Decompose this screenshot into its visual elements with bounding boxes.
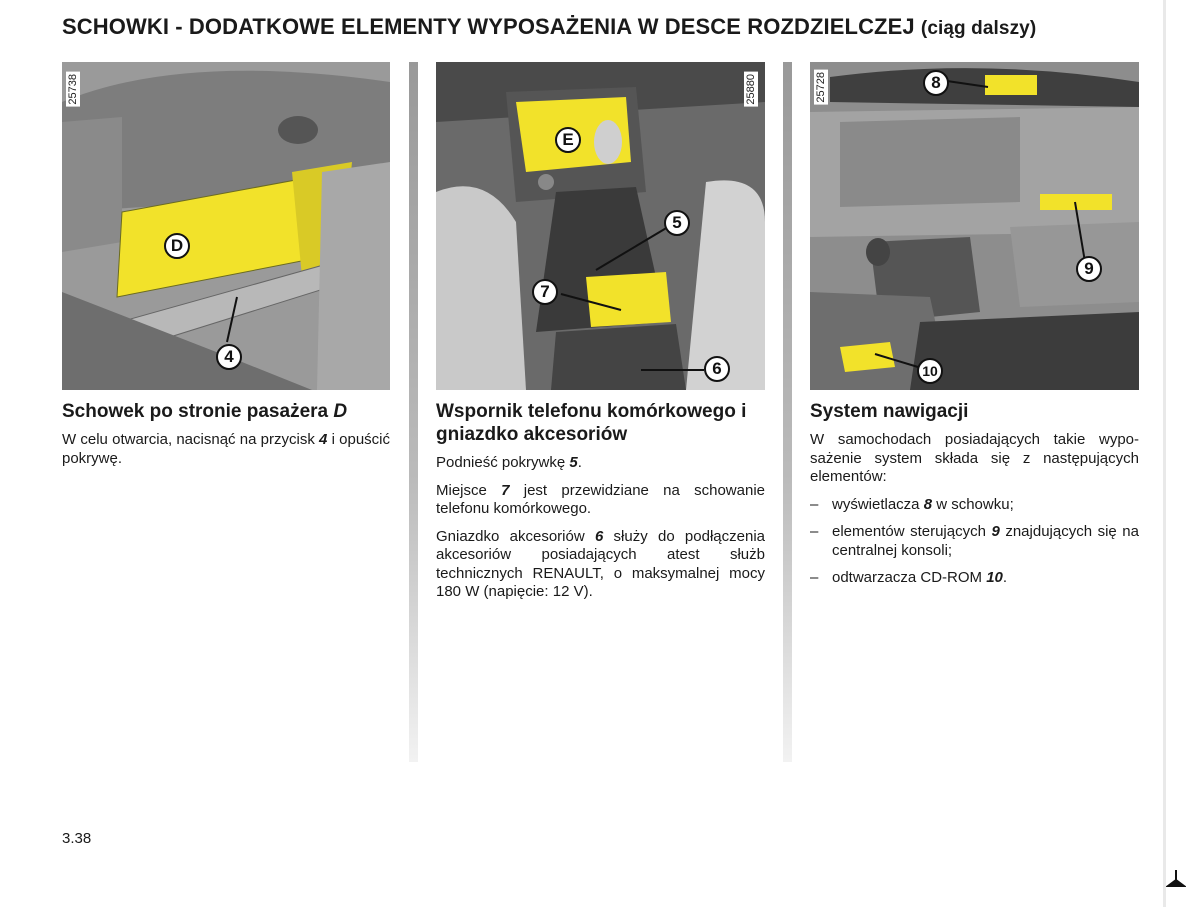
- ref-number: 8: [923, 495, 933, 513]
- ref-number: 5: [569, 454, 578, 471]
- section-title: Wspornik telefonu komórkowego i gniazdko akcesoriów: [436, 401, 747, 445]
- callout-9: 9: [1076, 256, 1102, 282]
- text: Gniazdko akcesoriów: [436, 527, 595, 545]
- ref-number: 6: [594, 527, 604, 545]
- text: .: [1002, 569, 1008, 586]
- text: elementów sterujących: [832, 523, 992, 540]
- column-divider: [409, 62, 418, 762]
- list-item: [810, 569, 1139, 588]
- column-divider: [783, 62, 792, 762]
- paragraph: [436, 482, 765, 519]
- text: znajdujących się na centralnej konsoli;: [832, 523, 1139, 559]
- corner-arrow-icon: [1166, 868, 1186, 890]
- photo-console: [436, 62, 765, 390]
- page-title: [62, 14, 1036, 40]
- paragraph: W samochodach posiadających takie wyposażenie system składa się z następujących elementów:: [810, 431, 1139, 485]
- ref-number: 9: [991, 523, 1000, 540]
- callout-4: 4: [216, 344, 242, 370]
- paragraph: [436, 454, 765, 473]
- text: Miejsce: [436, 481, 502, 499]
- photo-code: 25738: [67, 74, 79, 105]
- page-title-subtitle: (ciąg dalszy): [920, 18, 1037, 39]
- section-title: [62, 400, 390, 423]
- component-list: [810, 496, 1139, 588]
- column-phone-holder: [436, 62, 765, 611]
- callout-8: 8: [923, 70, 949, 96]
- text: i opuścić pokrywę.: [62, 431, 390, 467]
- column-navigation: [810, 62, 1139, 597]
- callout-6: 6: [704, 356, 730, 382]
- paragraph: [436, 528, 765, 602]
- text: w schowku;: [932, 495, 1014, 513]
- section-title-text: Schowek po stronie pasażera: [62, 401, 334, 422]
- callout-5: 5: [664, 210, 690, 236]
- photo-code: 25880: [745, 74, 757, 105]
- callout-D: D: [164, 233, 190, 259]
- text: .: [577, 454, 582, 471]
- callout-10: 10: [917, 358, 943, 384]
- ref-number: 4: [319, 431, 328, 448]
- section-title-letter: D: [333, 401, 348, 422]
- photo-glovebox: [62, 62, 390, 390]
- text: jest przewidziane na schowanie telefonu komórkowego.: [436, 481, 766, 517]
- ref-number: 7: [501, 481, 510, 499]
- section-title: System nawigacji: [810, 401, 969, 422]
- page-number: 3.38: [62, 830, 92, 847]
- list-item: [810, 523, 1139, 560]
- navigation-illustration: [810, 62, 1139, 390]
- paragraph: [62, 431, 390, 468]
- console-illustration: [436, 62, 765, 390]
- column-passenger-glovebox: [62, 62, 390, 477]
- callout-E: E: [555, 127, 581, 153]
- ref-number: 10: [986, 569, 1003, 586]
- page-edge-shadow: [1163, 0, 1166, 907]
- text: W celu otwarcia, nacisnąć na przycisk: [62, 431, 320, 448]
- photo-navigation: [810, 62, 1139, 390]
- callout-7: 7: [532, 279, 558, 305]
- text: służy do podłączenia akcesoriów posiadających atest służb technicznych RENAULT, o maksymalnej mocy 180 W (napięcie: 12 V).: [436, 527, 765, 600]
- text: Podnieść pokrywkę: [436, 454, 570, 471]
- photo-code: 25728: [815, 72, 827, 103]
- glovebox-illustration: [62, 62, 390, 390]
- text: odtwarzacza CD-ROM: [832, 569, 987, 586]
- page-title-text: SCHOWKI - DODATKOWE ELEMENTY WYPOSAŻENIA W DESCE ROZDZIELCZEJ: [62, 14, 915, 39]
- text: wyświetlacza: [832, 495, 924, 513]
- list-item: [810, 496, 1139, 515]
